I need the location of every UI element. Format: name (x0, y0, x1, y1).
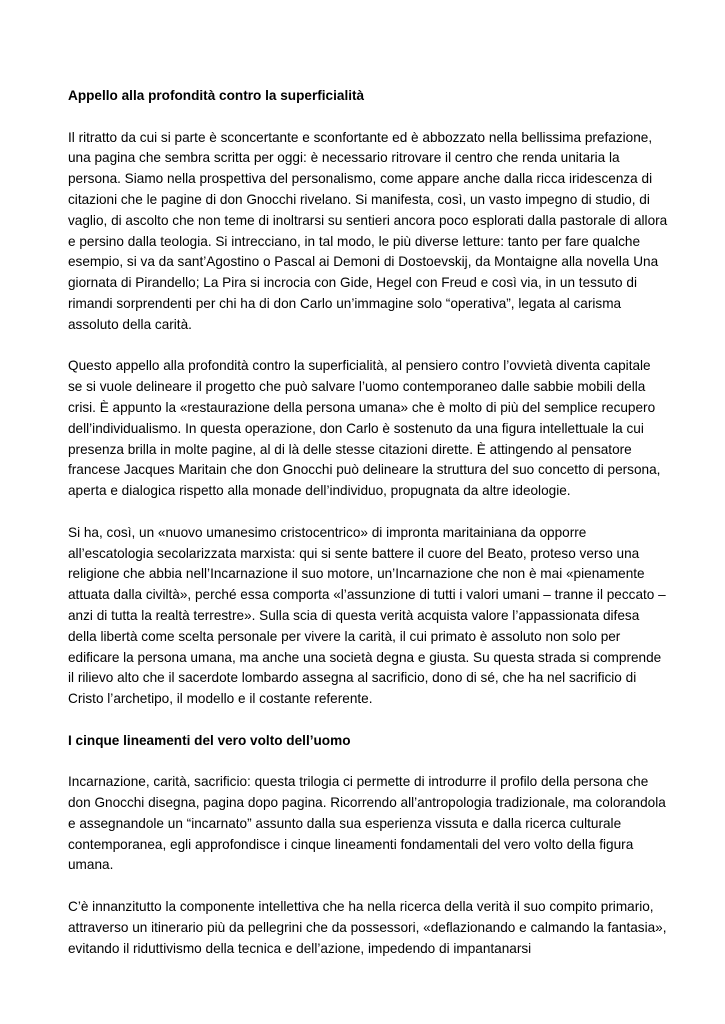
section-heading-appello: Appello alla profondità contro la superficialità (68, 88, 365, 103)
document-page (68, 86, 668, 959)
paragraph: Si ha, così, un «nuovo umanesimo cristocentrico» di impronta maritainiana da opporre all’escatologia secolarizzata marxista: qui si sente battere il cuore del Beato, proteso verso una religione che abbia nell’Incarnazione il suo motore, un’Incarnazione che non è mai «pienamente attuata dalla civiltà», perché essa comporta «l’assunzione di tutti i valori umani – tranne il peccato – anzi di tutta la realtà terrestre». Sulla scia di questa verità acquista valore l’appassionata difesa della libertà come scelta personale per vivere la carità, il cui primato è assoluto non solo per edificare la persona umana, ma anche una società degna e giusta. Su questa strada si comprende il rilievo alto che il sacerdote lombardo assegna al sacrificio, dono di sé, che ha nel sacrificio di Cristo l’archetipo, il modello e il costante referente. (68, 524, 666, 707)
paragraph: Il ritratto da cui si parte è sconcertante e sconfortante ed è abbozzato nella bellissima prefazione, una pagina che sembra scritta per oggi: è necessario ritrovare il centro che renda unitaria la persona. Siamo nella prospettiva del personalismo, come appare anche dalla ricca iridescenza di citazioni che le pagine di don Gnocchi rivelano. Si manifesta, così, un vasto impegno di studio, di vaglio, di ascolto che non teme di inoltrarsi su sentieri ancora poco esplorati dalla pastorale di allora e persino dalla teologia. Si intrecciano, in tal modo, le più diverse letture: tanto per fare qualche esempio, si va da sant’Agostino o Pascal ai Demoni di Dostoevskij, da Montaigne alla novella Una giornata di Pirandello; La Pira si incrocia con Gide, Hegel con Freud e così via, in un tessuto di rimandi sorprendenti per chi ha di don Carlo un’immagine solo “operativa”, legata al carisma assoluto della carità. (68, 129, 668, 332)
paragraph: Incarnazione, carità, sacrificio: questa trilogia ci permette di introdurre il profilo della persona che don Gnocchi disegna, pagina dopo pagina. Ricorrendo all’antropologia tradizionale, ma colorandola e assegnandole un “incarnato” assunto dalla sua esperienza vissuta e dalla ricerca culturale contemporanea, egli approfondisce i cinque lineamenti fondamentali del vero volto della figura umana. (68, 774, 666, 873)
section-heading-lineamenti: I cinque lineamenti del vero volto dell’uomo (68, 732, 351, 748)
paragraph: Questo appello alla profondità contro la superficialità, al pensiero contro l’ovvietà diventa capitale se si vuole delineare il progetto che può salvare l’uomo contemporaneo dalle sabbie mobili della crisi. È appunto la «restaurazione della persona umana» che è molto di più del semplice recupero dell’individualismo. In questa operazione, don Carlo è sostenuto da una figura intellettuale la cui presenza brilla in molte pagine, al di là delle stesse citazioni dirette. È attingendo al pensatore francese Jacques Maritain che don Gnocchi può delineare la struttura del suo concetto di persona, aperta e dialogica rispetto alla monade dell’individuo, propugnata da altre ideologie. (68, 358, 661, 499)
paragraph: C’è innanzitutto la componente intellettiva che ha nella ricerca della verità il suo compito primario, attraverso un itinerario più da pellegrini che da possessori, «deflazionando e calmando la fantasia», evitando il riduttivismo della tecnica e dell’azione, impedendo di impantanarsi (68, 899, 667, 956)
